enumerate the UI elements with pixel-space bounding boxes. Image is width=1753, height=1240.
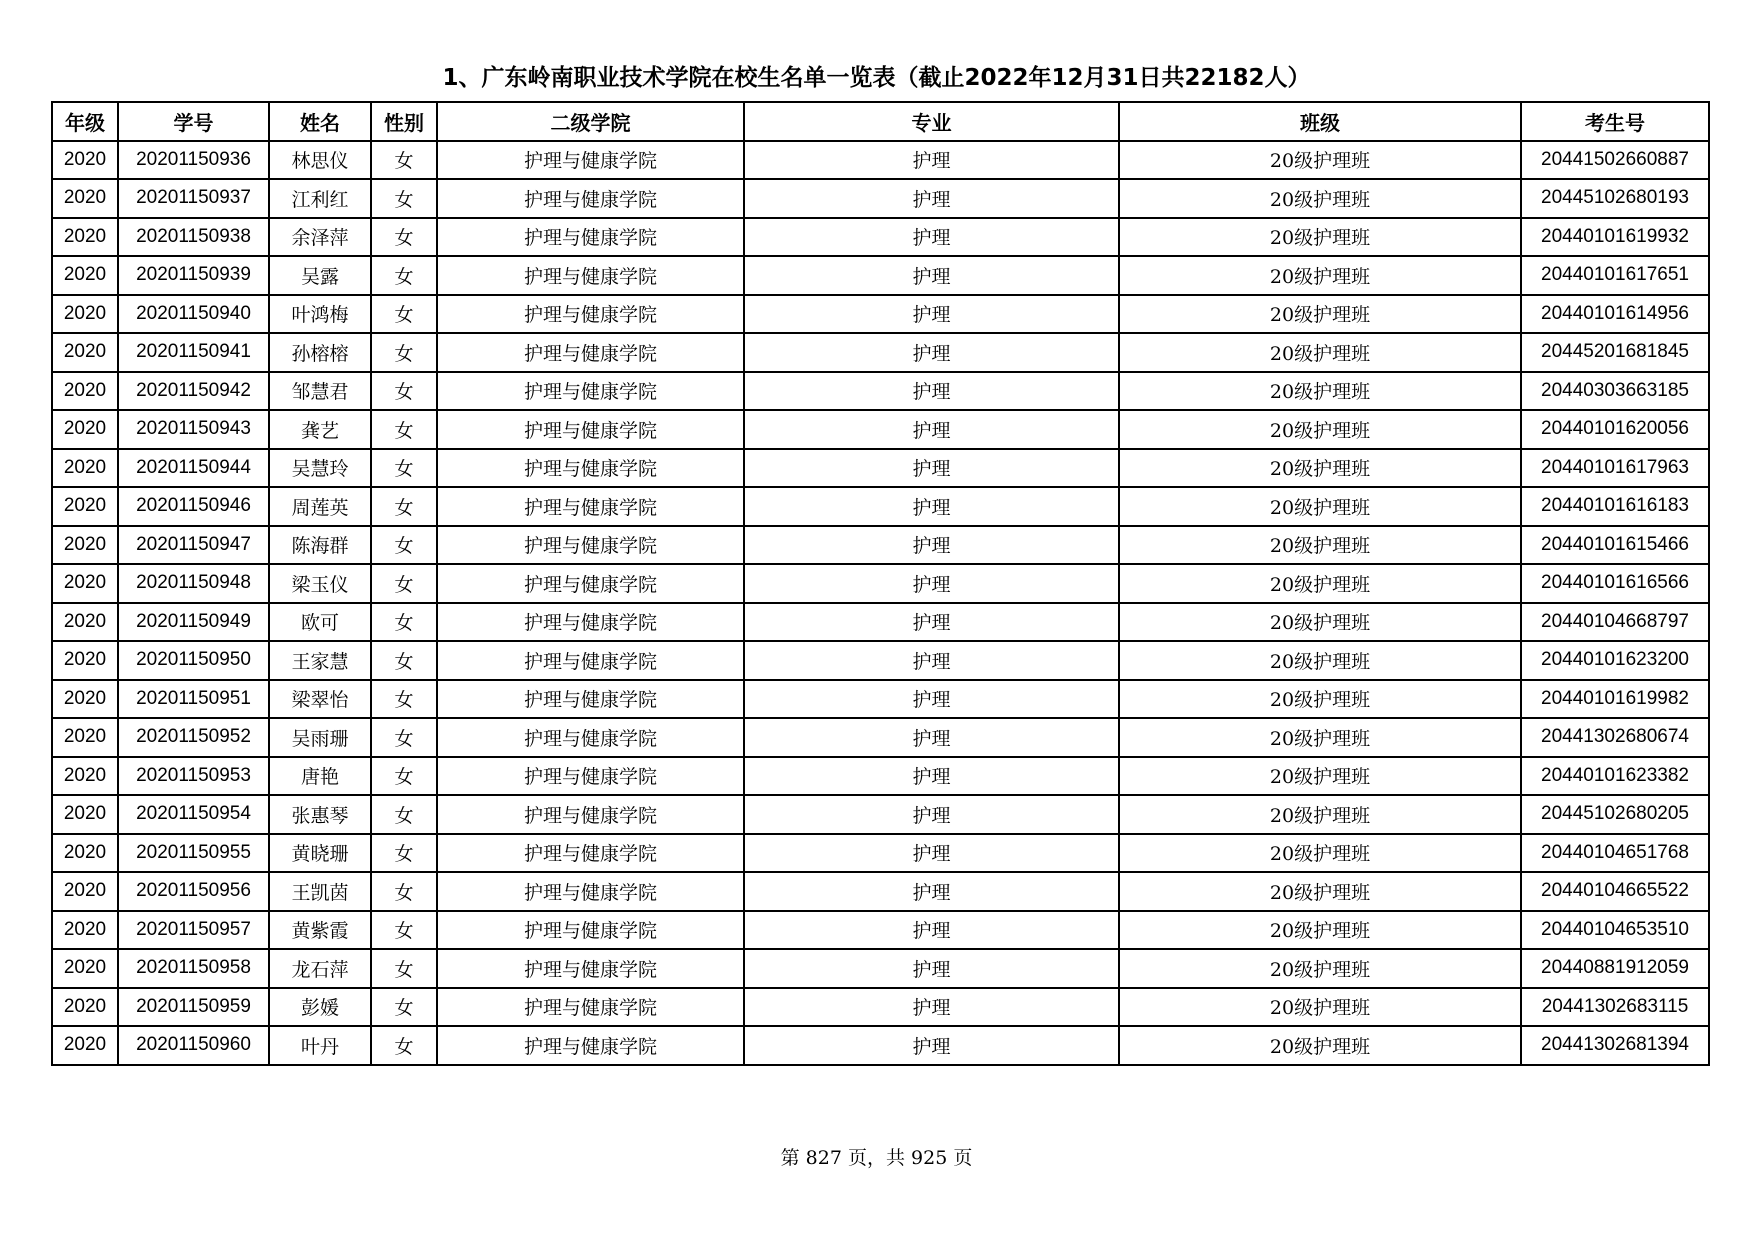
- cell-exam-number: 20440101616566: [1521, 564, 1709, 603]
- cell-name: 吴雨珊: [269, 718, 371, 757]
- cell-college: 护理与健康学院: [437, 218, 744, 257]
- cell-gender: 女: [371, 680, 437, 719]
- cell-major: 护理: [744, 795, 1119, 834]
- cell-exam-number: 20440101617963: [1521, 449, 1709, 488]
- cell-gender: 女: [371, 179, 437, 218]
- cell-gender: 女: [371, 603, 437, 642]
- cell-exam-number: 20440101614956: [1521, 295, 1709, 334]
- cell-major: 护理: [744, 410, 1119, 449]
- cell-grade: 2020: [52, 218, 118, 257]
- cell-college: 护理与健康学院: [437, 526, 744, 565]
- cell-name: 梁翠怡: [269, 680, 371, 719]
- cell-college: 护理与健康学院: [437, 1026, 744, 1065]
- cell-college: 护理与健康学院: [437, 564, 744, 603]
- cell-college: 护理与健康学院: [437, 179, 744, 218]
- cell-class: 20级护理班: [1119, 526, 1521, 565]
- cell-student-id: 20201150955: [118, 834, 269, 873]
- cell-name: 江利红: [269, 179, 371, 218]
- cell-major: 护理: [744, 1026, 1119, 1065]
- cell-student-id: 20201150959: [118, 988, 269, 1027]
- cell-grade: 2020: [52, 641, 118, 680]
- cell-grade: 2020: [52, 141, 118, 180]
- cell-exam-number: 20441302680674: [1521, 718, 1709, 757]
- cell-major: 护理: [744, 487, 1119, 526]
- cell-major: 护理: [744, 218, 1119, 257]
- cell-major: 护理: [744, 526, 1119, 565]
- cell-exam-number: 20440101619932: [1521, 218, 1709, 257]
- cell-exam-number: 20440101619982: [1521, 680, 1709, 719]
- cell-student-id: 20201150947: [118, 526, 269, 565]
- cell-gender: 女: [371, 333, 437, 372]
- cell-grade: 2020: [52, 179, 118, 218]
- cell-grade: 2020: [52, 680, 118, 719]
- cell-grade: 2020: [52, 603, 118, 642]
- cell-major: 护理: [744, 449, 1119, 488]
- cell-exam-number: 20441302683115: [1521, 988, 1709, 1027]
- cell-name: 龚艺: [269, 410, 371, 449]
- cell-class: 20级护理班: [1119, 372, 1521, 411]
- cell-name: 叶鸿梅: [269, 295, 371, 334]
- student-roster-table: [51, 101, 1710, 1066]
- table-row: [52, 256, 1709, 295]
- cell-college: 护理与健康学院: [437, 872, 744, 911]
- cell-grade: 2020: [52, 872, 118, 911]
- cell-student-id: 20201150954: [118, 795, 269, 834]
- cell-college: 护理与健康学院: [437, 487, 744, 526]
- cell-name: 欧可: [269, 603, 371, 642]
- cell-gender: 女: [371, 256, 437, 295]
- cell-gender: 女: [371, 718, 437, 757]
- cell-grade: 2020: [52, 564, 118, 603]
- cell-student-id: 20201150950: [118, 641, 269, 680]
- cell-college: 护理与健康学院: [437, 603, 744, 642]
- header-exam-number: 考生号: [1521, 102, 1709, 141]
- table-row: [52, 641, 1709, 680]
- cell-student-id: 20201150957: [118, 911, 269, 950]
- table-row: [52, 372, 1709, 411]
- cell-name: 林思仪: [269, 141, 371, 180]
- cell-exam-number: 20440101615466: [1521, 526, 1709, 565]
- cell-class: 20级护理班: [1119, 295, 1521, 334]
- cell-class: 20级护理班: [1119, 834, 1521, 873]
- cell-exam-number: 20440104665522: [1521, 872, 1709, 911]
- document-title: 1、广东岭南职业技术学院在校生名单一览表（截止2022年12月31日共22182人）: [442, 65, 1311, 91]
- cell-grade: 2020: [52, 449, 118, 488]
- cell-exam-number: 20440303663185: [1521, 372, 1709, 411]
- table-row: [52, 718, 1709, 757]
- cell-grade: 2020: [52, 795, 118, 834]
- cell-gender: 女: [371, 372, 437, 411]
- cell-college: 护理与健康学院: [437, 680, 744, 719]
- cell-exam-number: 20441502660887: [1521, 141, 1709, 180]
- cell-college: 护理与健康学院: [437, 834, 744, 873]
- cell-name: 吴慧玲: [269, 449, 371, 488]
- table-row: [52, 295, 1709, 334]
- table-header-row: [52, 102, 1709, 141]
- table-row: [52, 795, 1709, 834]
- cell-student-id: 20201150939: [118, 256, 269, 295]
- cell-gender: 女: [371, 872, 437, 911]
- cell-exam-number: 20440101623200: [1521, 641, 1709, 680]
- cell-grade: 2020: [52, 256, 118, 295]
- cell-major: 护理: [744, 603, 1119, 642]
- cell-major: 护理: [744, 372, 1119, 411]
- cell-major: 护理: [744, 988, 1119, 1027]
- cell-major: 护理: [744, 757, 1119, 796]
- cell-major: 护理: [744, 179, 1119, 218]
- header-class: 班级: [1119, 102, 1521, 141]
- cell-student-id: 20201150949: [118, 603, 269, 642]
- cell-grade: 2020: [52, 949, 118, 988]
- cell-grade: 2020: [52, 1026, 118, 1065]
- cell-gender: 女: [371, 141, 437, 180]
- cell-gender: 女: [371, 218, 437, 257]
- cell-class: 20级护理班: [1119, 988, 1521, 1027]
- cell-gender: 女: [371, 526, 437, 565]
- cell-gender: 女: [371, 757, 437, 796]
- cell-gender: 女: [371, 564, 437, 603]
- table-row: [52, 564, 1709, 603]
- table-row: [52, 1026, 1709, 1065]
- cell-college: 护理与健康学院: [437, 641, 744, 680]
- table-row: [52, 526, 1709, 565]
- cell-grade: 2020: [52, 410, 118, 449]
- cell-student-id: 20201150956: [118, 872, 269, 911]
- cell-student-id: 20201150946: [118, 487, 269, 526]
- cell-student-id: 20201150960: [118, 1026, 269, 1065]
- cell-name: 龙石萍: [269, 949, 371, 988]
- cell-college: 护理与健康学院: [437, 911, 744, 950]
- cell-name: 梁玉仪: [269, 564, 371, 603]
- cell-college: 护理与健康学院: [437, 372, 744, 411]
- cell-major: 护理: [744, 564, 1119, 603]
- cell-grade: 2020: [52, 757, 118, 796]
- table-row: [52, 949, 1709, 988]
- cell-college: 护理与健康学院: [437, 757, 744, 796]
- table-row: [52, 487, 1709, 526]
- cell-major: 护理: [744, 834, 1119, 873]
- cell-class: 20级护理班: [1119, 872, 1521, 911]
- header-grade: 年级: [52, 102, 118, 141]
- cell-class: 20级护理班: [1119, 949, 1521, 988]
- table-row: [52, 911, 1709, 950]
- header-student-id: 学号: [118, 102, 269, 141]
- table-row: [52, 179, 1709, 218]
- cell-class: 20级护理班: [1119, 141, 1521, 180]
- cell-gender: 女: [371, 834, 437, 873]
- cell-class: 20级护理班: [1119, 641, 1521, 680]
- cell-exam-number: 20440101616183: [1521, 487, 1709, 526]
- cell-gender: 女: [371, 988, 437, 1027]
- cell-name: 叶丹: [269, 1026, 371, 1065]
- cell-major: 护理: [744, 718, 1119, 757]
- cell-name: 王家慧: [269, 641, 371, 680]
- cell-student-id: 20201150943: [118, 410, 269, 449]
- cell-college: 护理与健康学院: [437, 718, 744, 757]
- cell-name: 周莲英: [269, 487, 371, 526]
- cell-gender: 女: [371, 295, 437, 334]
- cell-exam-number: 20441302681394: [1521, 1026, 1709, 1065]
- cell-class: 20级护理班: [1119, 449, 1521, 488]
- cell-name: 邹慧君: [269, 372, 371, 411]
- cell-name: 彭媛: [269, 988, 371, 1027]
- cell-grade: 2020: [52, 526, 118, 565]
- cell-student-id: 20201150958: [118, 949, 269, 988]
- cell-exam-number: 20445102680205: [1521, 795, 1709, 834]
- cell-exam-number: 20440881912059: [1521, 949, 1709, 988]
- cell-student-id: 20201150942: [118, 372, 269, 411]
- cell-name: 陈海群: [269, 526, 371, 565]
- cell-gender: 女: [371, 487, 437, 526]
- table-row: [52, 757, 1709, 796]
- cell-major: 护理: [744, 256, 1119, 295]
- table-row: [52, 834, 1709, 873]
- cell-class: 20级护理班: [1119, 487, 1521, 526]
- cell-grade: 2020: [52, 372, 118, 411]
- cell-grade: 2020: [52, 487, 118, 526]
- cell-class: 20级护理班: [1119, 179, 1521, 218]
- cell-college: 护理与健康学院: [437, 449, 744, 488]
- cell-exam-number: 20440104651768: [1521, 834, 1709, 873]
- cell-class: 20级护理班: [1119, 718, 1521, 757]
- cell-name: 余泽萍: [269, 218, 371, 257]
- cell-student-id: 20201150953: [118, 757, 269, 796]
- cell-name: 黄紫霞: [269, 911, 371, 950]
- table-row: [52, 141, 1709, 180]
- cell-student-id: 20201150940: [118, 295, 269, 334]
- cell-major: 护理: [744, 141, 1119, 180]
- cell-gender: 女: [371, 949, 437, 988]
- cell-gender: 女: [371, 911, 437, 950]
- cell-student-id: 20201150936: [118, 141, 269, 180]
- cell-name: 王凯茵: [269, 872, 371, 911]
- cell-student-id: 20201150952: [118, 718, 269, 757]
- cell-college: 护理与健康学院: [437, 256, 744, 295]
- table-row: [52, 603, 1709, 642]
- page-number: 第 827 页，共 925 页: [780, 1147, 973, 1169]
- cell-major: 护理: [744, 333, 1119, 372]
- cell-major: 护理: [744, 872, 1119, 911]
- table-row: [52, 410, 1709, 449]
- cell-major: 护理: [744, 641, 1119, 680]
- table-row: [52, 333, 1709, 372]
- cell-exam-number: 20445201681845: [1521, 333, 1709, 372]
- table-row: [52, 680, 1709, 719]
- cell-grade: 2020: [52, 333, 118, 372]
- cell-gender: 女: [371, 795, 437, 834]
- cell-exam-number: 20440101623382: [1521, 757, 1709, 796]
- cell-name: 吴露: [269, 256, 371, 295]
- cell-gender: 女: [371, 1026, 437, 1065]
- cell-class: 20级护理班: [1119, 603, 1521, 642]
- table-row: [52, 872, 1709, 911]
- cell-class: 20级护理班: [1119, 757, 1521, 796]
- cell-class: 20级护理班: [1119, 680, 1521, 719]
- cell-major: 护理: [744, 295, 1119, 334]
- header-gender: 性别: [371, 102, 437, 141]
- cell-name: 黄晓珊: [269, 834, 371, 873]
- cell-class: 20级护理班: [1119, 1026, 1521, 1065]
- cell-college: 护理与健康学院: [437, 410, 744, 449]
- cell-major: 护理: [744, 911, 1119, 950]
- cell-exam-number: 20440101617651: [1521, 256, 1709, 295]
- cell-college: 护理与健康学院: [437, 141, 744, 180]
- cell-student-id: 20201150941: [118, 333, 269, 372]
- cell-college: 护理与健康学院: [437, 988, 744, 1027]
- cell-class: 20级护理班: [1119, 564, 1521, 603]
- cell-exam-number: 20445102680193: [1521, 179, 1709, 218]
- cell-class: 20级护理班: [1119, 256, 1521, 295]
- table-row: [52, 449, 1709, 488]
- cell-college: 护理与健康学院: [437, 333, 744, 372]
- table-row: [52, 988, 1709, 1027]
- cell-college: 护理与健康学院: [437, 795, 744, 834]
- cell-student-id: 20201150951: [118, 680, 269, 719]
- cell-class: 20级护理班: [1119, 911, 1521, 950]
- cell-name: 唐艳: [269, 757, 371, 796]
- cell-name: 张惠琴: [269, 795, 371, 834]
- cell-college: 护理与健康学院: [437, 949, 744, 988]
- cell-class: 20级护理班: [1119, 795, 1521, 834]
- cell-grade: 2020: [52, 718, 118, 757]
- cell-student-id: 20201150938: [118, 218, 269, 257]
- cell-exam-number: 20440101620056: [1521, 410, 1709, 449]
- cell-exam-number: 20440104668797: [1521, 603, 1709, 642]
- cell-college: 护理与健康学院: [437, 295, 744, 334]
- cell-name: 孙榕榕: [269, 333, 371, 372]
- cell-major: 护理: [744, 680, 1119, 719]
- cell-gender: 女: [371, 410, 437, 449]
- cell-grade: 2020: [52, 988, 118, 1027]
- cell-class: 20级护理班: [1119, 410, 1521, 449]
- cell-gender: 女: [371, 449, 437, 488]
- cell-class: 20级护理班: [1119, 333, 1521, 372]
- cell-student-id: 20201150937: [118, 179, 269, 218]
- table-row: [52, 218, 1709, 257]
- cell-grade: 2020: [52, 295, 118, 334]
- header-college: 二级学院: [437, 102, 744, 141]
- cell-exam-number: 20440104653510: [1521, 911, 1709, 950]
- cell-student-id: 20201150944: [118, 449, 269, 488]
- cell-student-id: 20201150948: [118, 564, 269, 603]
- cell-gender: 女: [371, 641, 437, 680]
- cell-grade: 2020: [52, 834, 118, 873]
- cell-class: 20级护理班: [1119, 218, 1521, 257]
- table-body: [52, 141, 1709, 1065]
- header-name: 姓名: [269, 102, 371, 141]
- cell-grade: 2020: [52, 911, 118, 950]
- header-major: 专业: [744, 102, 1119, 141]
- cell-major: 护理: [744, 949, 1119, 988]
